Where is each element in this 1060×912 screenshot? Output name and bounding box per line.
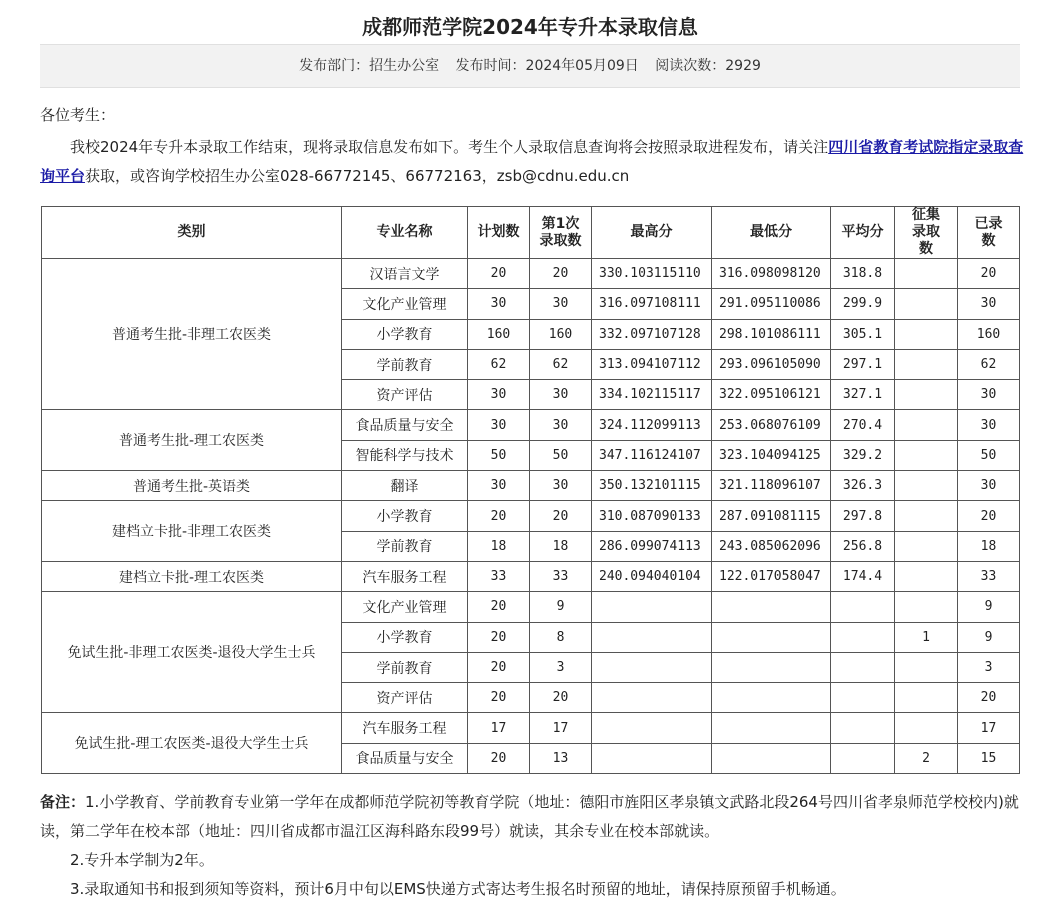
extra-admit-cell <box>895 289 958 319</box>
first-admit-cell: 20 <box>530 683 592 713</box>
category-cell: 免试生批-非理工农医类-退役大学生士兵 <box>42 592 342 713</box>
total-admit-cell: 62 <box>958 349 1020 379</box>
extra-admit-cell: 2 <box>895 743 958 773</box>
major-cell: 食品质量与安全 <box>342 410 468 440</box>
min-score-cell: 253.068076109 <box>712 410 831 440</box>
first-admit-cell: 33 <box>530 561 592 591</box>
avg-score-cell: 256.8 <box>831 531 895 561</box>
avg-score-cell: 329.2 <box>831 440 895 470</box>
min-score-cell <box>712 622 831 652</box>
major-cell: 文化产业管理 <box>342 289 468 319</box>
header-first-admit: 第1次录取数 <box>530 207 592 259</box>
intro-paragraph <box>40 133 1025 191</box>
major-cell: 小学教育 <box>342 622 468 652</box>
total-admit-cell: 30 <box>958 289 1020 319</box>
avg-score-cell: 297.1 <box>831 349 895 379</box>
note-1: 1.小学教育、学前教育专业第一学年在成都师范学院初等教育学院（地址：德阳市旌阳区孝泉镇文武路北段264号四川省孝泉师范学校校内)就读，第二学年在校本部（地址：四川省成都市温江区海科路东段99号）就读，其余专业在校本部就读。 <box>40 793 1019 840</box>
plan-cell: 20 <box>468 501 530 531</box>
plan-cell: 20 <box>468 592 530 622</box>
query-platform-link[interactable]: 四川省教育考试院指定录取查询平台 <box>40 138 1024 185</box>
first-admit-cell: 13 <box>530 743 592 773</box>
plan-cell: 20 <box>468 683 530 713</box>
first-admit-cell: 17 <box>530 713 592 743</box>
max-score-cell: 350.132101115 <box>592 471 712 501</box>
table-row <box>42 259 1020 289</box>
max-score-cell <box>592 743 712 773</box>
total-admit-cell: 160 <box>958 319 1020 349</box>
header-max-score: 最高分 <box>592 207 712 259</box>
category-cell: 建档立卡批-非理工农医类 <box>42 501 342 562</box>
major-cell: 汽车服务工程 <box>342 561 468 591</box>
avg-score-cell: 174.4 <box>831 561 895 591</box>
first-admit-cell: 50 <box>530 440 592 470</box>
plan-cell: 20 <box>468 622 530 652</box>
min-score-cell: 122.017058047 <box>712 561 831 591</box>
note-2: 2.专升本学制为2年。 <box>70 851 214 869</box>
avg-score-cell: 327.1 <box>831 380 895 410</box>
major-cell: 资产评估 <box>342 380 468 410</box>
table-row <box>42 410 1020 440</box>
extra-admit-cell <box>895 471 958 501</box>
major-cell: 小学教育 <box>342 501 468 531</box>
intro-text-after: 获取，或咨询学校招生办公室028-66772145、66772163，zsb@cdnu.edu.cn <box>85 167 630 185</box>
header-min-score: 最低分 <box>712 207 831 259</box>
plan-cell: 20 <box>468 259 530 289</box>
first-admit-cell: 30 <box>530 380 592 410</box>
first-admit-cell: 20 <box>530 501 592 531</box>
min-score-cell <box>712 713 831 743</box>
header-plan: 计划数 <box>468 207 530 259</box>
first-admit-cell: 20 <box>530 259 592 289</box>
plan-cell: 33 <box>468 561 530 591</box>
category-cell: 建档立卡批-理工农医类 <box>42 561 342 591</box>
publish-meta-bar <box>40 44 1020 88</box>
max-score-cell: 286.099074113 <box>592 531 712 561</box>
extra-admit-cell <box>895 501 958 531</box>
category-cell: 免试生批-理工农医类-退役大学生士兵 <box>42 713 342 774</box>
notes-section <box>40 788 1025 904</box>
first-admit-cell: 62 <box>530 349 592 379</box>
max-score-cell: 330.103115110 <box>592 259 712 289</box>
min-score-cell <box>712 652 831 682</box>
table-row <box>42 713 1020 743</box>
min-score-cell <box>712 683 831 713</box>
max-score-cell: 316.097108111 <box>592 289 712 319</box>
first-admit-cell: 3 <box>530 652 592 682</box>
note-3: 3.录取通知书和报到须知等资料，预计6月中旬以EMS快递方式寄达考生报名时预留的地址，请保持原预留手机畅通。 <box>70 880 846 898</box>
min-score-cell: 243.085062096 <box>712 531 831 561</box>
greeting: 各位考生： <box>40 106 116 124</box>
min-score-cell: 291.095110086 <box>712 289 831 319</box>
major-cell: 食品质量与安全 <box>342 743 468 773</box>
extra-admit-cell <box>895 380 958 410</box>
first-admit-cell: 30 <box>530 410 592 440</box>
max-score-cell <box>592 592 712 622</box>
major-cell: 学前教育 <box>342 652 468 682</box>
major-cell: 翻译 <box>342 471 468 501</box>
avg-score-cell <box>831 652 895 682</box>
plan-cell: 160 <box>468 319 530 349</box>
table-row <box>42 592 1020 622</box>
first-admit-cell: 9 <box>530 592 592 622</box>
min-score-cell: 323.104094125 <box>712 440 831 470</box>
table-row <box>42 561 1020 591</box>
extra-admit-cell <box>895 259 958 289</box>
extra-admit-cell <box>895 440 958 470</box>
max-score-cell <box>592 622 712 652</box>
extra-admit-cell <box>895 713 958 743</box>
avg-score-cell: 297.8 <box>831 501 895 531</box>
publish-dept: 发布部门：招生办公室 <box>299 58 440 74</box>
avg-score-cell <box>831 592 895 622</box>
first-admit-cell: 30 <box>530 289 592 319</box>
max-score-cell: 240.094040104 <box>592 561 712 591</box>
extra-admit-cell: 1 <box>895 622 958 652</box>
avg-score-cell <box>831 743 895 773</box>
table-row <box>42 471 1020 501</box>
page-title: 成都师范学院2024年专升本录取信息 <box>362 15 698 39</box>
total-admit-cell: 33 <box>958 561 1020 591</box>
extra-admit-cell <box>895 592 958 622</box>
publish-time: 发布时间：2024年05月09日 <box>455 58 639 74</box>
view-count: 阅读次数：2929 <box>655 58 761 74</box>
major-cell: 汉语言文学 <box>342 259 468 289</box>
header-total-admit: 已录数 <box>958 207 1020 259</box>
avg-score-cell: 305.1 <box>831 319 895 349</box>
max-score-cell: 332.097107128 <box>592 319 712 349</box>
intro-text-before: 我校2024年专升本录取工作结束，现将录取信息发布如下。考生个人录取信息查询将会按照录取进程发布，请关注 <box>70 138 829 156</box>
plan-cell: 30 <box>468 289 530 319</box>
admission-table <box>41 206 1020 774</box>
plan-cell: 30 <box>468 410 530 440</box>
first-admit-cell: 8 <box>530 622 592 652</box>
max-score-cell: 347.116124107 <box>592 440 712 470</box>
plan-cell: 20 <box>468 743 530 773</box>
extra-admit-cell <box>895 652 958 682</box>
max-score-cell: 313.094107112 <box>592 349 712 379</box>
plan-cell: 30 <box>468 471 530 501</box>
min-score-cell <box>712 743 831 773</box>
extra-admit-cell <box>895 319 958 349</box>
plan-cell: 50 <box>468 440 530 470</box>
extra-admit-cell <box>895 683 958 713</box>
total-admit-cell: 20 <box>958 259 1020 289</box>
total-admit-cell: 17 <box>958 713 1020 743</box>
total-admit-cell: 50 <box>958 440 1020 470</box>
avg-score-cell: 326.3 <box>831 471 895 501</box>
avg-score-cell <box>831 683 895 713</box>
major-cell: 文化产业管理 <box>342 592 468 622</box>
header-extra-admit: 征集录取数 <box>895 207 958 259</box>
total-admit-cell: 20 <box>958 501 1020 531</box>
plan-cell: 17 <box>468 713 530 743</box>
notes-label: 备注： <box>40 793 86 811</box>
min-score-cell <box>712 592 831 622</box>
extra-admit-cell <box>895 410 958 440</box>
major-cell: 汽车服务工程 <box>342 713 468 743</box>
max-score-cell: 324.112099113 <box>592 410 712 440</box>
min-score-cell: 298.101086111 <box>712 319 831 349</box>
table-row <box>42 501 1020 531</box>
max-score-cell <box>592 683 712 713</box>
major-cell: 智能科学与技术 <box>342 440 468 470</box>
category-cell: 普通考生批-理工农医类 <box>42 410 342 471</box>
max-score-cell <box>592 713 712 743</box>
total-admit-cell: 9 <box>958 592 1020 622</box>
total-admit-cell: 9 <box>958 622 1020 652</box>
extra-admit-cell <box>895 561 958 591</box>
min-score-cell: 316.098098120 <box>712 259 831 289</box>
category-cell: 普通考生批-英语类 <box>42 471 342 501</box>
total-admit-cell: 18 <box>958 531 1020 561</box>
min-score-cell: 321.118096107 <box>712 471 831 501</box>
min-score-cell: 322.095106121 <box>712 380 831 410</box>
first-admit-cell: 18 <box>530 531 592 561</box>
total-admit-cell: 3 <box>958 652 1020 682</box>
extra-admit-cell <box>895 531 958 561</box>
major-cell: 小学教育 <box>342 319 468 349</box>
extra-admit-cell <box>895 349 958 379</box>
total-admit-cell: 30 <box>958 471 1020 501</box>
header-category: 类别 <box>42 207 342 259</box>
max-score-cell: 310.087090133 <box>592 501 712 531</box>
min-score-cell: 287.091081115 <box>712 501 831 531</box>
total-admit-cell: 30 <box>958 410 1020 440</box>
plan-cell: 30 <box>468 380 530 410</box>
avg-score-cell <box>831 622 895 652</box>
max-score-cell <box>592 652 712 682</box>
major-cell: 学前教育 <box>342 531 468 561</box>
total-admit-cell: 30 <box>958 380 1020 410</box>
category-cell: 普通考生批-非理工农医类 <box>42 259 342 410</box>
header-major: 专业名称 <box>342 207 468 259</box>
header-avg-score: 平均分 <box>831 207 895 259</box>
total-admit-cell: 15 <box>958 743 1020 773</box>
total-admit-cell: 20 <box>958 683 1020 713</box>
plan-cell: 18 <box>468 531 530 561</box>
min-score-cell: 293.096105090 <box>712 349 831 379</box>
major-cell: 学前教育 <box>342 349 468 379</box>
first-admit-cell: 30 <box>530 471 592 501</box>
plan-cell: 62 <box>468 349 530 379</box>
avg-score-cell: 270.4 <box>831 410 895 440</box>
avg-score-cell: 299.9 <box>831 289 895 319</box>
avg-score-cell <box>831 713 895 743</box>
major-cell: 资产评估 <box>342 683 468 713</box>
first-admit-cell: 160 <box>530 319 592 349</box>
avg-score-cell: 318.8 <box>831 259 895 289</box>
max-score-cell: 334.102115117 <box>592 380 712 410</box>
plan-cell: 20 <box>468 652 530 682</box>
table-header-row <box>42 207 1020 259</box>
